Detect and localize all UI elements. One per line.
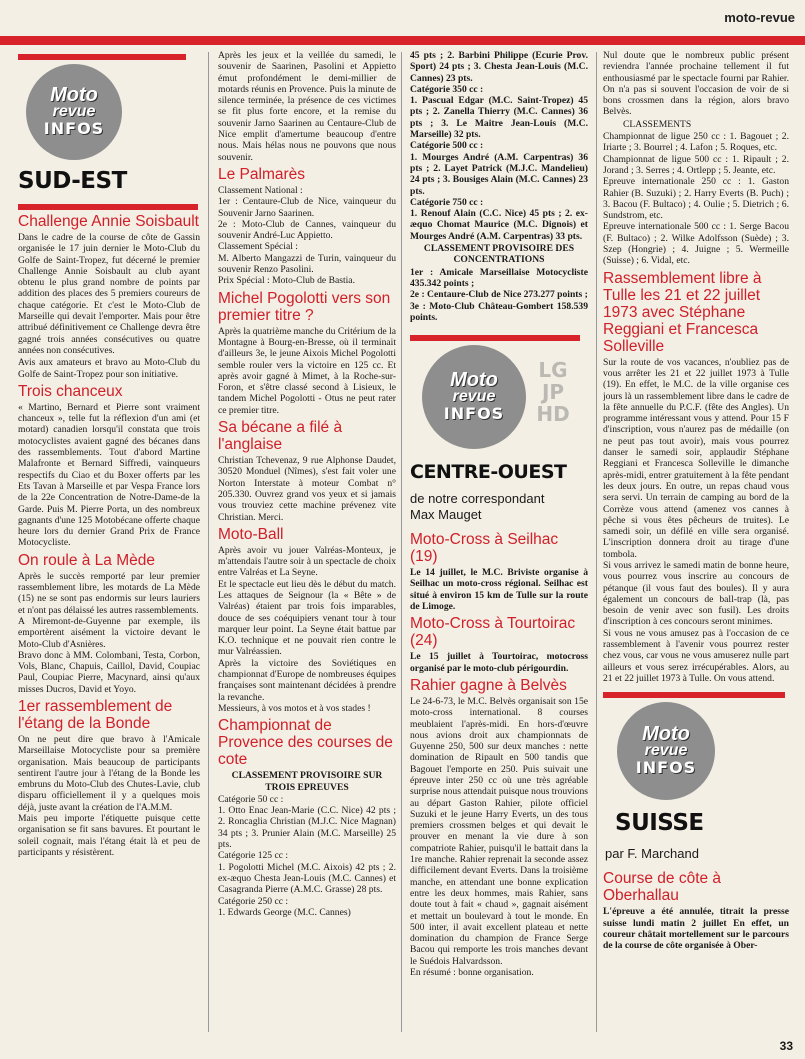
logo-revue-text: revue	[452, 388, 496, 406]
watermark: LG JP HD	[536, 358, 570, 427]
heading-tourtoirac: Moto-Cross à Tourtoirac (24)	[410, 615, 576, 650]
column-1	[18, 50, 200, 859]
heading-moto-ball: Moto-Ball	[218, 525, 284, 543]
logo-moto-text: Moto	[642, 723, 690, 746]
logo-infos-text: INFOS	[635, 758, 697, 778]
classement-caption: CLASSEMENT PROVISOIRE DES CONCENTRATIONS	[423, 243, 575, 266]
classement-caption: CLASSEMENT PROVISOIRE SUR TROIS EPREUVES	[231, 770, 383, 793]
logo-infos-text: INFOS	[43, 119, 105, 138]
column-divider	[208, 52, 209, 1032]
article-text: Catégorie 50 cc : 1. Otto Enac Jean-Marie (C.C. Nice) 42 pts ; 2. Roncaglia Christian (M.J.C. Nice Magnan) 34 pts ; 3. Prunier Alain (M.C. Marseille) 25 pts. Catégorie 125 cc : 1. Pogolotti Michel (M.C. Aixois) 42 pts ; 2. ex-æquo Chesta Jean-Louis (M.C. Cannes) et Casagranda Pierre (A.M.C. Grasse) 28 pts. Catégorie 250 cc : 1. Edwards George (M.C. Cannes)	[218, 793, 396, 918]
article-text: Classement National : 1er : Centaure-Club de Nice, vainqueur du Souvenir Jarno Saarinen. 2e : Moto-Club de Cannes, vainqueur du souvenir André-Luc Appietto. Classement Spécial : M. Alberto Mangazzi de Turin, vainqueur du souvenir Renzo Pasolini. Prix Spécial : Moto-Club de Bastia.	[218, 184, 396, 287]
column-4	[603, 50, 789, 952]
article-text: On ne peut dire que bravo à l'Amicale Marseillaise Motocycliste pour sa première organisation. Mais beaucoup de participants sentirent l'autre jour à l'étang de la Bonde les embruns du Moto-Club des Chutes-Lavie, club disparu officiellement il y a quelques mois déjà, juste avant la création de l'A.M.M. Mais peu importe l'étiquette puisque cette organisation se fit sans bavures. Et pourtant le soleil cognait, mais l'étang était là et peu de participants y résistèrent.	[18, 733, 200, 858]
region-title-sud-est: SUD-EST	[18, 168, 127, 194]
column-2	[218, 50, 396, 919]
classement-caption: CLASSEMENTS	[623, 118, 692, 130]
column-divider	[401, 52, 402, 1032]
results-text: Championnat de ligue 250 cc : 1. Bagouet ; 2. Iriarte ; 3. Bourrel ; 4. Lafon ; 5. Roques, etc. Championnat de ligue 500 cc : 1. Ripault ; 2. Jorand ; 3. Serres ; 4. Ortlepp ; 5. Jeante, etc. Epreuve internationale 250 cc : 1. Gaston Rahier (B. Suzuki) ; 2. Harry Everts (B. Puch) ; 3. Bacou (F. Bultaco) ; 4. Oulie ; 5. Dietrich ; 6. Sundstrom, etc. Epreuve internationale 500 cc : 1. Serge Bacou (F. Bultaco) ; 2. Wilke Adolfsson (Suède) ; 3. Szep (Hongrie) ; 4. Juigne ; 5. Wermeille (Suisse) ; 6. Vidal, etc.	[603, 131, 789, 267]
heading-seilhac: Moto-Cross à Seilhac (19)	[410, 531, 559, 566]
logo-revue-text: revue	[52, 103, 96, 120]
heading-palmares: Le Palmarès	[218, 165, 306, 183]
column-divider	[596, 52, 597, 1032]
moto-revue-infos-logo	[603, 698, 789, 810]
article-text: Après avoir vu jouer Valréas-Monteux, je m'attendais l'autre soir à un spectacle de choix entre Valréas et La Seyne. Et le spectacle eut lieu dès le début du match. Les attaques de Seignour (la « Bête » de Valréas) étaient par trois fois imparables, douce de ses coéquipiers venant tour à tour marquer leur point. La Seyne était battue par K.O. technique et ne pouvait rien contre le mur Valréassien. Après la victoire des Soviétiques en championnat d'Europe de nombreuses équipes françaises sont maintenant décidées à prendre la revanche. Messieurs, à vos motos et à vos stades !	[218, 544, 396, 714]
article-text: Sur la route de vos vacances, n'oubliez pas de vous arrêter les 21 et 22 juillet 1973 à Tulle (19). En effet, le M.C. de la ville organise ces jours là un rassemblement libre dans le cadre de la fête annuelle du P.C.F. (fête des Angles). Un programme intéressant vous y attend. Pour 15 F d'inscription, vous n'aurez pas de médaille (on ne peut pas tout avoir), mais vous pourrez danser le samedi soir, applaudir Stéphane Reggiani et Francesca Solleville le dimanche après-midi, entrer gratuitement à la fête pendant les deux jours. En outre, un repas chaud vous sera servi. Un terrain de camping au bord de la Corrèze vous attend (amenez vos cannes à pêche si vous êtes pêcheurs de truites). Le samedi soir, un défilé en ville sera organisé. L'inscription donnera droit au tirage d'une tombola. Si vous arrivez le samedi matin de bonne heure, vous pourrez vous inscrire au concours de pétanque (il vous faut des boules). Il y aura également un concours de ball-trap (là, pas besoin de venir avec son fusil). Les droits d'inscription à ces concours seront minimes. Si vous ne vous amusez pas à l'occasion de ce rassemblement à l'avenir vous pourrez rester chez vous, car vous ne vous amuserez nulle part ailleurs et vous serez irrécupérables. Alors, au 21 et 22 juillet 1973 à Tulle. On vous attend.	[603, 356, 789, 684]
logo-infos-text: INFOS	[443, 404, 505, 424]
magazine-name: moto-revue	[724, 10, 795, 25]
article-text: Dans le cadre de la course de côte de Gassin organisée le 17 juin dernier le Moto-Club du Golfe de Saint-Tropez, fut décerné le premier Challenge Annie Soisbault au club ayant obtenu le plus grand nombre de points par addition des places des 5 premiers coureurs de chaque catégorie. Et c'est le Moto-Club de Marseille qui devait l'emporter. Mais pour être attribué définitivement ce Challenge devra être gagné trois années consécutives ou quatre années non consécutives.	[18, 232, 200, 356]
section-rule	[18, 204, 198, 210]
article-text: Le 14 juillet, le M.C. Briviste organise à Seilhac un moto-cross régional. Seilhac est situé à environ 15 km de Tulle sur la route de Limoge.	[410, 567, 588, 613]
article-text: Nul doute que le nombreux public présent reviendra l'année prochaine tellement il fut enthousiasmé par le spectacle fourni par Rahier. On n'a pas si souvent l'occasion de voir de si bons crossmen dans la région, alors bravo Belvès.	[603, 50, 789, 118]
page-number: 33	[779, 1039, 793, 1053]
logo-moto-text: Moto	[50, 84, 98, 106]
region-title-centre-ouest: CENTRE-OUEST	[410, 461, 567, 484]
top-red-rule	[0, 36, 805, 45]
heading-pogolotti: Michel Pogolotti vers son premier titre ?	[218, 289, 391, 324]
heading-becane: Sa bécane a filé à l'anglaise	[218, 419, 343, 454]
article-text: Après le succès remporté par leur premier rassemblement libre, les motards de La Mède (15) ne se sont pas endormis sur leurs lauriers et n'ont pas délaissé les autres rassemblements. A Miremont-de-Guyenne par exemple, ils emportèrent aisément la victoire devant le Moto-Club d'Asnières. Bravo donc à MM. Colombani, Testa, Corbon, Vols, Blanc, Chapuis, Caillol, David, Coupiac Paul, Coupiac Pierre, Macynard, ainsi qu'aux misses Ducros, David et Yoyo.	[18, 570, 200, 695]
heading-rahier: Rahier gagne à Belvès	[410, 676, 567, 694]
results-text: 45 pts ; 2. Barbini Philippe (Ecurie Prov. Sport) 24 pts ; 3. Chesta Jean-Louis (M.C. Cannes) 23 pts. Catégorie 350 cc : 1. Pascual Edgar (M.C. Saint-Tropez) 45 pts ; 2. Zanella Thierry (M.C. Cannes) 36 pts ; 3. Le Maitre Jean-Louis (M.C. Marseille) 32 pts. Catégorie 500 cc : 1. Mourges André (A.M. Carpentras) 36 pts ; 2. Layet Patrick (M.J.C. Mandelieu) 24 pts ; 3. Bousiges Alain (M.C. Cannes) 23 pts. Catégorie 750 cc : 1. Renouf Alain (C.C. Nice) 45 pts ; 2. ex-æquo Chomat Maurice (M.C. Dignois) et Mourges André (A.M. Carpentras) 33 pts.	[410, 50, 588, 242]
article-text: Le 15 juillet à Tourtoirac, motocross organisé par le moto-club périgourdin.	[410, 651, 588, 674]
results-text: 1er : Amicale Marseillaise Motocycliste 435.342 points ; 2e : Centaure-Club de Nice 273.277 points ; 3e : Moto-Club Château-Gombert 158.539 points.	[410, 266, 588, 323]
column-3	[410, 50, 588, 979]
article-text: Christian Tchevenaz, 9 rue Alphonse Daudet, 30520 Monduel (Nîmes), s'est fait voler une Norton Interstate à moteur Combat n° 205.330. Ouvrez grand vos yeux et si jamais vous trouviez cette machine prévenez vite Christian. Merci.	[218, 455, 396, 523]
heading-la-mede: On roule à La Mède	[18, 551, 156, 569]
heading-challenge: Challenge Annie Soisbault	[18, 213, 199, 230]
article-text: L'épreuve a été annulée, titrait la presse suisse lundi matin 2 juillet En effet, un coureur châtait mortellement sur le parcours de la course de côte organisée à Ober-	[603, 906, 789, 952]
author-name: par F. Marchand	[605, 846, 699, 862]
article-text: Le 24-6-73, le M.C. Belvès organisait son 15e moto-cross international. 8 courses meublaient l'après-midi. En hors-d'œuvre nous avions droit aux championnats de Guyenne 250, 500 sur deux manches : nette domination de Ripault en 500 tandis que Bagouet l'emporte en 250. Puis suivait une épreuve inter 250 cc où une très agréable surprise nous attendait puisque nous trouvions au départ Gaston Rahier, pilote officiel Suzuki et le jeune Harry Everts, un des tous premiers crossmen belges et qui devait le prouver en menant la vie dure à son compatriote Rahier, puisqu'il le battait dans la 1re manche. Rahier reprenait la seconde assez difficilement devant Everts. Dans la troisième manche, en attendant une bonne explication entre les deux hommes, mais Rahier, sans doute tout à fait « chaud », gagnait aisément et mettait un boulevard à tout le monde. En 500 inter, il avait excellent plateau et nette domination du champion de France Serge Bacou qui remporte les trois manches devant le Suédois Halvardsson. En résumé : bonne organisation.	[410, 695, 588, 979]
article-text: Après les jeux et la veillée du samedi, le souvenir de Saarinen, Pasolini et Appietto émut profondément le demi-millier de motards réunis en Provence. Puis la minute de silence terminée, la présence de ces victimes se fit plus forte encore, et la remise du souvenir Jarno Saarinen au Centaure-Club de Nice emplit d'amertume beaucoup d'entre nous. Mais hélas nous ne pouvons que nous souvenir.	[218, 50, 396, 163]
article-text: Après la quatrième manche du Critérium de la Montagne à Bourg-en-Bresse, où il terminait d'ailleurs 3e, le jeune Aixois Michel Pogolotti semble rouler vers la victoire en 125 cc. Et après avoir gagné à Mimet, à la Roche-sur-Foron, et s'être classé second à Lisieux, le tandem Michel Pogolotti - Otus ne peut rater ce premier titre.	[218, 325, 396, 416]
article-text: Avis aux amateurs et bravo au Moto-Club du Golfe de Saint-Tropez pour son initiative.	[18, 357, 200, 380]
region-title-suisse: SUISSE	[615, 810, 704, 837]
logo-moto-text: Moto	[450, 369, 498, 392]
author-prefix: de notre correspondant	[410, 491, 545, 507]
heading-trois-chanceux: Trois chanceux	[18, 382, 123, 400]
moto-revue-infos-logo	[18, 60, 200, 168]
heading-tulle: Rassemblement libre à Tulle les 21 et 22 juillet 1973 avec Stéphane Reggiani et Francesca Solleville	[603, 269, 762, 355]
logo-revue-text: revue	[644, 742, 688, 760]
heading-championnat-provence: Championnat de Provence des courses de cote	[218, 717, 393, 769]
author-name: Max Mauget	[410, 507, 482, 523]
heading-oberhallau: Course de côte à Oberhallau	[603, 870, 722, 905]
article-text: « Martino, Bernard et Pierre sont vraiment chanceux », telle fut la réflexion d'un ami (et motard) canadien lorsqu'il constata que trois motocyclistes avaient gagné des bécanes dans des rassemblements. Tout d'abord Martine Malafronte et Bernard Siffredi, vainqueurs respectifs du Ciao et du Boxer offerts par les Ets Tavan à Marseille et par Vespa France lors de la 22e Concentration de Notre-Dame-de la Garde. Puis M. Pierre Porta, un des nombreux gagnants d'une 125 Motobécane offerte chaque heure lors du dernier Grand Prix de France Motocycliste.	[18, 401, 200, 549]
heading-etang-bonde: 1er rassemblement de l'étang de la Bonde	[18, 697, 173, 732]
moto-revue-infos-logo	[410, 341, 588, 459]
